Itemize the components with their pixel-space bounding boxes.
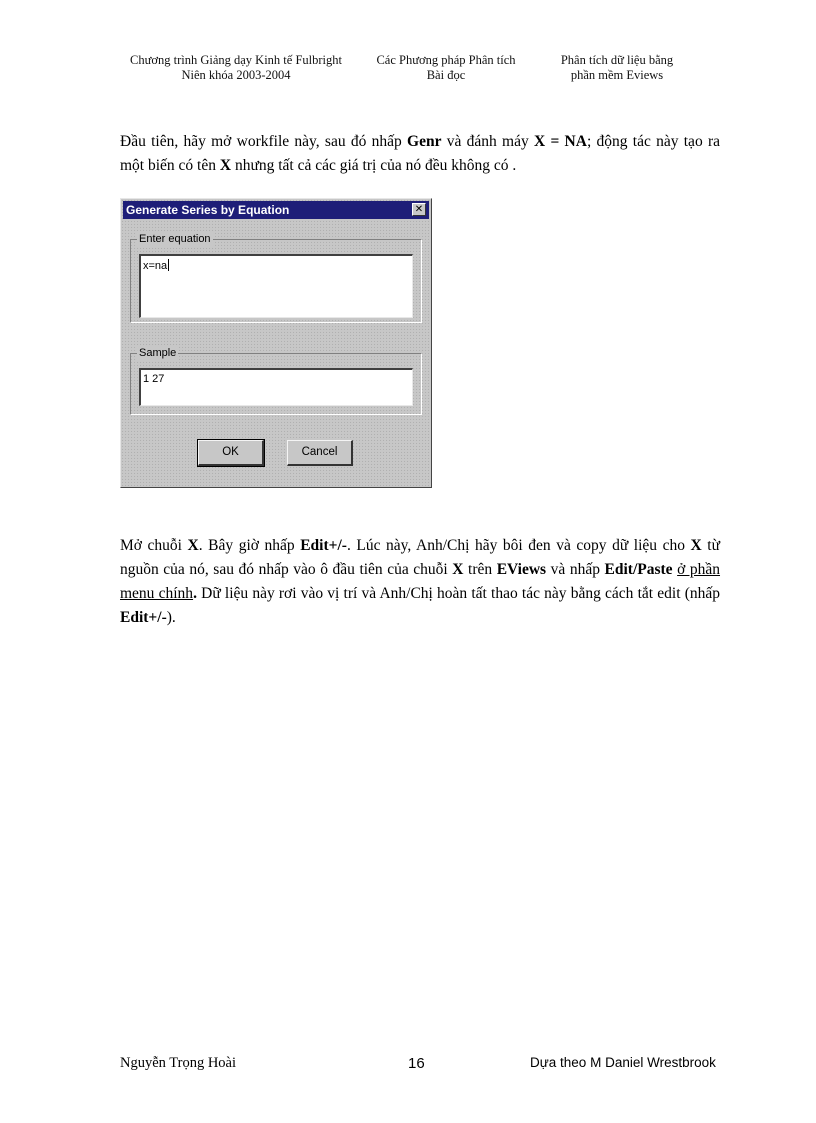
bold-run: X <box>187 537 199 554</box>
text-run: Mở chuỗi <box>120 537 188 554</box>
text-run: Dữ liệu này rơi vào vị trí và Anh/Chị hoàn tất thao tác này bằng cách tắt edit (nhấp <box>196 585 720 602</box>
bold-run: X <box>690 537 702 554</box>
bold-run: X <box>452 561 464 578</box>
text-run: và đánh máy <box>441 133 534 150</box>
close-icon[interactable]: ✕ <box>412 203 426 216</box>
text-run: ). <box>166 609 176 626</box>
sample-group <box>130 347 422 415</box>
header-program <box>120 53 352 83</box>
footer-author: Nguyễn Trọng Hoài <box>120 1055 237 1071</box>
underline-run: ở phần menu chính <box>120 561 721 602</box>
equation-input[interactable] <box>139 254 413 318</box>
bold-run: Edit+/- <box>120 609 167 626</box>
dialog-titlebar[interactable] <box>123 201 429 219</box>
bold-run: Edit/Paste <box>604 561 673 578</box>
text-run: và nhấp <box>546 561 605 578</box>
bold-run: Genr <box>407 133 442 150</box>
sample-value: 1 27 <box>143 373 165 385</box>
equation-group <box>130 233 422 323</box>
footer-source: Dựa theo M Daniel Wrestbrook <box>530 1055 716 1070</box>
text-run: nhưng tất cả các giá trị của nó đều không có . <box>231 157 517 174</box>
dialog-title: Generate Series by Equation <box>126 203 290 217</box>
text-run: ; động tác này tạo ra một biến có tên <box>120 133 720 174</box>
header-program-year: Niên khóa 2003-2004 <box>181 68 291 82</box>
cancel-button[interactable]: Cancel <box>287 440 353 466</box>
equation-value: x=na <box>143 260 168 272</box>
bold-run: X = NA <box>533 133 587 150</box>
sample-input[interactable] <box>139 368 413 406</box>
bold-run: X <box>219 157 232 174</box>
text-run: Đầu tiên, hãy mở workfile này, sau đó nhấp <box>120 133 408 150</box>
text-run: trên <box>463 561 497 578</box>
bold-run: Edit+/- <box>300 537 347 554</box>
paragraph-edit-steps <box>120 534 720 630</box>
bold-run: . <box>193 585 197 602</box>
header-topic-line2: phần mềm Eviews <box>570 68 664 82</box>
header-course-type: Bài đọc <box>426 68 466 82</box>
page-number: 16 <box>408 1055 425 1072</box>
text-run: . Bây giờ nhấp <box>198 537 301 554</box>
paragraph-intro <box>120 130 720 178</box>
text-run: . Lúc này, Anh/Chị hãy bôi đen và copy dữ liệu cho <box>346 537 691 554</box>
header-course-title: Các Phương pháp Phân tích <box>376 53 516 67</box>
text-run: từ nguồn của nó, sau đó nhấp vào ô đầu tiên của chuỗi <box>120 537 721 578</box>
header-course <box>366 53 526 83</box>
bold-run: EViews <box>496 561 547 578</box>
equation-label: Enter equation <box>139 233 211 245</box>
ok-button[interactable]: OK <box>198 440 264 466</box>
header-program-title: Chương trình Giảng dạy Kinh tế Fulbright <box>130 53 342 67</box>
generate-series-dialog <box>120 198 432 488</box>
header-topic-line1: Phân tích dữ liệu bằng <box>560 53 674 67</box>
text-caret <box>168 259 169 271</box>
header-topic <box>544 53 690 83</box>
sample-label: Sample <box>139 347 177 359</box>
